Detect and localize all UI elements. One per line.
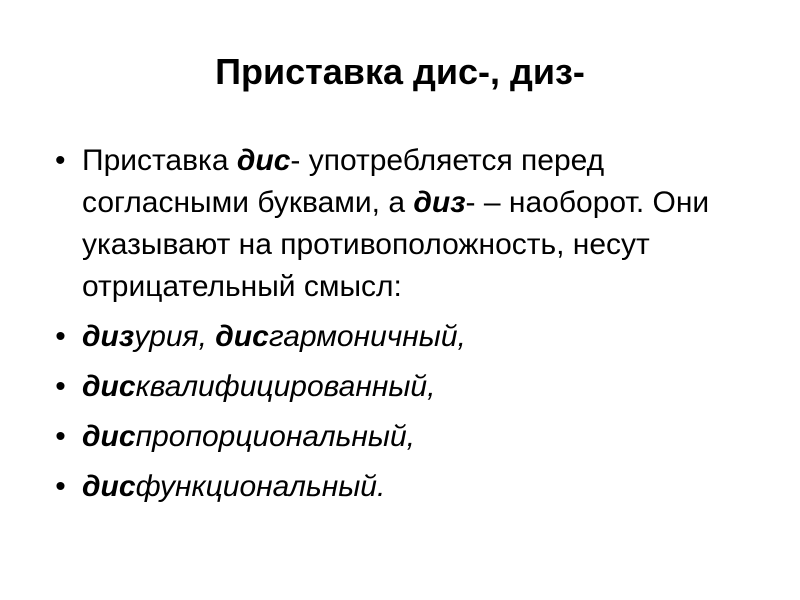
prefix-diz: диз (413, 186, 466, 219)
example-prefix: дис (82, 470, 136, 503)
bullet-example-3 (55, 416, 775, 458)
bullet-definition (55, 140, 775, 308)
definition-text-3: - – наоборот. Они указывают на противоположность, несут отрицательный смысл: (82, 186, 710, 303)
example-prefix: дис (82, 420, 136, 453)
definition-text-1: Приставка (82, 144, 237, 177)
example-prefix: диз (82, 320, 135, 353)
example-rest: квалифицированный, (135, 370, 436, 403)
example-prefix: дис (82, 370, 136, 403)
definition-text-2: - употребляется перед согласными буквами, а (82, 144, 605, 219)
example-rest: функциональный. (135, 470, 386, 503)
prefix-dis: дис (236, 144, 291, 177)
bullet-list (55, 140, 775, 516)
example-rest: урия, (134, 320, 216, 353)
example-rest: пропорциональный, (135, 420, 415, 453)
slide-title: Приставка дис-, диз- (215, 51, 585, 92)
example-rest: гармоничный, (268, 320, 466, 353)
bullet-example-1 (55, 316, 775, 358)
bullet-example-2 (55, 366, 775, 408)
bullet-example-4 (55, 466, 775, 508)
example-prefix: дис (215, 320, 269, 353)
